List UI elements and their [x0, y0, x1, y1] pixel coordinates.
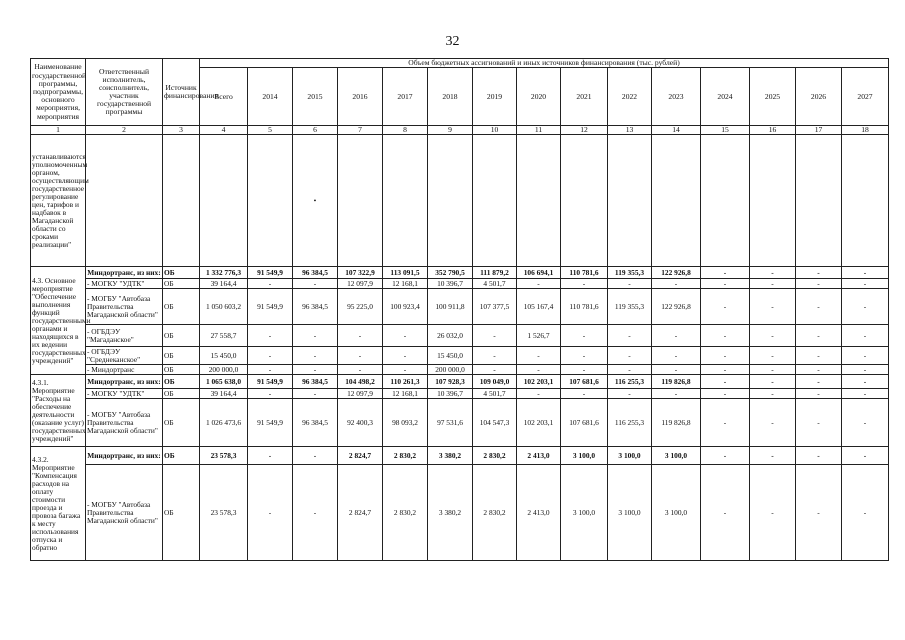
value-cell: 98 093,2: [383, 399, 428, 447]
table-row: [31, 447, 889, 465]
value-cell: -: [248, 447, 293, 465]
budget-table: Наименование государственной программы, подпрограммы, основного мероприятия, мероприятия Ответственный исполнитель, соисполнитель, участник государственной программы Источник финансирования Объем бюджетных ассигнований и иных источников финансирования (тыс. рублей) Всего 2014 2015 2016 2017 2018 2019 2020 2021 2022 2023 2024 2025 2026 2027 1 2 3 4 5 6 7 8 9 10 11 12 13 14 15 16 17 18 устанавливаются уполномоченным органом, осуществляющим государственное регулирование цен, тарифов и надбавок в Магаданской области со сроками реализации" • 4.3. Основное мероприятие "Обеспечение выполнения функций государственными органами и находящихся в их ведении государственных учреждений" Миндортранс, из них: ОБ 1 332 776,3 91 549,9 96 384,5 107 322,9 113 091,5 352 790,5 111 879,2 106 694,1 110 781,6 119 355,3 122 926,8 - - - - - МОГКУ "УДТК" ОБ 39 164,4 - - 12 097,9 12 168,1 10 396,7 4 501,7 - - - - - - - - - МОГБУ "Автобаза Правительства Магаданской области" ОБ 1 050 603,2 91 549,9 96 384,5 95 225,0 100 923,4 100 911,8 107 377,5 105 167,4 110 781,6 119 355,3 122 926,8 - - - - - ОГБДЭУ "Магаданское" ОБ 27 558,7 - - - - 26 032,0 - 1 526,7 - - - - - - - - ОГБДЭУ "Среднеканское" ОБ 15 450,0 - - - - 15 450,0 - - - - - - - - - - Миндортранс ОБ 200 000,0 - - - - 200 000,0 - - - - - - - - - 4.3.1. Мероприятие "Расходы на обеспечение деятельности (оказание услуг) государственных учреждений" Миндортранс, из них: ОБ 1 065 638,0 91 549,9 96 384,5 104 498,2 110 261,3 107 928,3 109 049,0 102 203,1 107 681,6 116 255,3 119 826,8 - - - - - МОГКУ "УДТК" ОБ 39 164,4 - - 12 097,9 12 168,1 10 396,7 4 501,7 - - - - - - - - - МОГБУ "Автобаза Правительства Магаданской области" ОБ 1 026 473,6 91 549,9 96 384,5 92 400,3 98 093,2 97 531,6 104 547,3 102 203,1 107 681,6 116 255,3 119 826,8 - - - - 4.3.2. Мероприятие "Компенсация расходов на оплату стоимости проезда и провоза багажа к месту использования отпуска и обратно Миндортранс, из них: ОБ 23 578,3 - - 2 824,7 2 830,2 3 380,2 2 830,2 2 413,0 3 100,0 3 100,0 3 100,0 - - - - - МОГБУ "Автобаза Правительства Магаданской области" ОБ 23 578,3 - - 2 824,7 2 830,2 3 380,2 2 830,2 2 413,0 3 100,0 3 100,0 3 100,0 - - - -: [30, 58, 889, 561]
value-cell: 122 926,8: [652, 267, 701, 279]
value-cell: -: [750, 279, 796, 289]
value-cell: -: [248, 325, 293, 347]
value-cell: 104 547,3: [473, 399, 517, 447]
total-cell: 15 450,0: [200, 347, 248, 365]
page-number: 32: [445, 34, 460, 49]
value-cell: -: [652, 325, 701, 347]
value-cell: -: [561, 365, 608, 375]
value-cell: 95 225,0: [338, 289, 383, 325]
value-cell: -: [517, 389, 561, 399]
column-number: 10: [473, 126, 517, 135]
value-cell: 15 450,0: [428, 347, 473, 365]
value-cell: 12 097,9: [338, 389, 383, 399]
value-cell: 3 100,0: [608, 465, 652, 561]
value-cell: -: [796, 279, 842, 289]
header-year: 2025: [750, 68, 796, 126]
header-year: 2020: [517, 68, 561, 126]
value-cell: -: [248, 279, 293, 289]
value-cell: -: [293, 325, 338, 347]
value-cell: 2 830,2: [473, 465, 517, 561]
value-cell: -: [561, 325, 608, 347]
header-year: 2014: [248, 68, 293, 126]
value-cell: -: [652, 347, 701, 365]
value-cell: 2 413,0: [517, 447, 561, 465]
source-cell: ОБ: [163, 465, 200, 561]
value-cell: -: [842, 399, 889, 447]
value-cell: 352 790,5: [428, 267, 473, 279]
source-cell: ОБ: [163, 375, 200, 389]
value-cell: -: [796, 465, 842, 561]
value-cell: 107 681,6: [561, 399, 608, 447]
value-cell: -: [701, 267, 750, 279]
value-cell: -: [293, 279, 338, 289]
value-cell: -: [248, 389, 293, 399]
header-year: 2021: [561, 68, 608, 126]
column-number: 4: [200, 126, 248, 135]
value-cell: 91 549,9: [248, 267, 293, 279]
value-cell: -: [796, 325, 842, 347]
header-year: 2018: [428, 68, 473, 126]
value-cell: -: [842, 447, 889, 465]
value-cell: -: [248, 465, 293, 561]
value-cell: -: [842, 347, 889, 365]
value-cell: -: [517, 279, 561, 289]
total-cell: 1 332 776,3: [200, 267, 248, 279]
value-cell: 3 100,0: [561, 465, 608, 561]
measure-name: 4.3.2. Мероприятие "Компенсация расходов на оплату стоимости проезда и провоза багажа к месту использования отпуска и обратно: [31, 447, 86, 561]
source-cell: ОБ: [163, 365, 200, 375]
value-cell: -: [842, 375, 889, 389]
value-cell: -: [652, 365, 701, 375]
value-cell: 107 681,6: [561, 375, 608, 389]
value-cell: 119 355,3: [608, 267, 652, 279]
value-cell: -: [248, 347, 293, 365]
column-number: 6: [293, 126, 338, 135]
value-cell: -: [842, 289, 889, 325]
column-number: 13: [608, 126, 652, 135]
value-cell: -: [796, 347, 842, 365]
value-cell: -: [338, 325, 383, 347]
value-cell: -: [796, 289, 842, 325]
value-cell: -: [750, 465, 796, 561]
value-cell: 2 830,2: [383, 465, 428, 561]
value-cell: -: [293, 347, 338, 365]
value-cell: 4 501,7: [473, 389, 517, 399]
value-cell: -: [561, 389, 608, 399]
value-cell: -: [750, 365, 796, 375]
value-cell: 12 097,9: [338, 279, 383, 289]
source-cell: ОБ: [163, 347, 200, 365]
value-cell: 96 384,5: [293, 375, 338, 389]
total-cell: 1 050 603,2: [200, 289, 248, 325]
value-cell: -: [842, 465, 889, 561]
value-cell: 91 549,9: [248, 375, 293, 389]
measure-name: 4.3.1. Мероприятие "Расходы на обеспечение деятельности (оказание услуг) государственных учреждений": [31, 375, 86, 447]
value-cell: 3 380,2: [428, 465, 473, 561]
header-year: 2017: [383, 68, 428, 126]
value-cell: -: [517, 347, 561, 365]
executor-cell: Миндортранс, из них:: [86, 375, 163, 389]
value-cell: -: [796, 389, 842, 399]
value-cell: -: [608, 347, 652, 365]
value-cell: 10 396,7: [428, 279, 473, 289]
value-cell: -: [608, 279, 652, 289]
value-cell: -: [608, 365, 652, 375]
column-number: 15: [701, 126, 750, 135]
value-cell: -: [383, 365, 428, 375]
value-cell: 1 526,7: [517, 325, 561, 347]
table-row: [31, 399, 889, 447]
column-number: 16: [750, 126, 796, 135]
value-cell: -: [473, 365, 517, 375]
total-cell: 39 164,4: [200, 389, 248, 399]
value-cell: -: [701, 365, 750, 375]
value-cell: -: [561, 347, 608, 365]
value-cell: -: [796, 447, 842, 465]
value-cell: -: [293, 465, 338, 561]
column-number: 18: [842, 126, 889, 135]
value-cell: -: [701, 399, 750, 447]
value-cell: 91 549,9: [248, 289, 293, 325]
value-cell: -: [701, 389, 750, 399]
value-cell: -: [701, 325, 750, 347]
value-cell: 107 377,5: [473, 289, 517, 325]
table-row: [31, 347, 889, 365]
executor-cell: - МОГБУ "Автобаза Правительства Магаданской области": [86, 399, 163, 447]
value-cell: 200 000,0: [428, 365, 473, 375]
value-cell: -: [383, 325, 428, 347]
value-cell: -: [750, 347, 796, 365]
value-cell: -: [750, 389, 796, 399]
source-cell: ОБ: [163, 279, 200, 289]
header-name: Наименование государственной программы, подпрограммы, основного мероприятия, мероприятия: [31, 59, 86, 126]
value-cell: -: [701, 347, 750, 365]
executor-cell: Миндортранс, из них:: [87, 267, 161, 277]
source-cell: ОБ: [163, 289, 200, 325]
value-cell: -: [608, 325, 652, 347]
value-cell: -: [796, 267, 842, 279]
value-cell: 100 911,8: [428, 289, 473, 325]
value-cell: 4 501,7: [473, 279, 517, 289]
value-cell: 2 830,2: [473, 447, 517, 465]
value-cell: 110 781,6: [561, 267, 608, 279]
table-row: [31, 289, 889, 325]
value-cell: 2 824,7: [338, 465, 383, 561]
value-cell: -: [652, 279, 701, 289]
header-year: 2023: [652, 68, 701, 126]
value-cell: -: [701, 465, 750, 561]
source-cell: ОБ: [163, 447, 200, 465]
value-cell: 119 826,8: [652, 399, 701, 447]
value-cell: 107 928,3: [428, 375, 473, 389]
column-number: 5: [248, 126, 293, 135]
value-cell: -: [701, 279, 750, 289]
value-cell: -: [293, 389, 338, 399]
value-cell: -: [517, 365, 561, 375]
value-cell: 10 396,7: [428, 389, 473, 399]
value-cell: -: [842, 389, 889, 399]
executor-cell: - МОГБУ "Автобаза Правительства Магаданской области": [86, 465, 163, 561]
value-cell: 96 384,5: [293, 267, 338, 279]
value-cell: -: [750, 325, 796, 347]
header-year: 2024: [701, 68, 750, 126]
source-cell: ОБ: [163, 389, 200, 399]
table-row: [31, 465, 889, 561]
value-cell: -: [842, 325, 889, 347]
source-cell: ОБ: [163, 399, 200, 447]
executor-cell: - Миндортранс: [86, 365, 163, 375]
total-cell: 23 578,3: [200, 465, 248, 561]
executor-cell: - МОГКУ "УДТК": [86, 279, 163, 289]
value-cell: 3 380,2: [428, 447, 473, 465]
value-cell: -: [293, 365, 338, 375]
header-year: 2015: [293, 68, 338, 126]
header-year: 2022: [608, 68, 652, 126]
column-number: 8: [383, 126, 428, 135]
value-cell: -: [750, 399, 796, 447]
value-cell: -: [561, 279, 608, 289]
value-cell: 104 498,2: [338, 375, 383, 389]
value-cell: -: [750, 289, 796, 325]
value-cell: -: [796, 399, 842, 447]
executor-cell: - ОГБДЭУ "Среднеканское": [86, 347, 163, 365]
column-number: 14: [652, 126, 701, 135]
total-cell: 1 026 473,6: [200, 399, 248, 447]
value-cell: 102 203,1: [517, 375, 561, 389]
value-cell: 119 355,3: [608, 289, 652, 325]
value-cell: 105 167,4: [517, 289, 561, 325]
executor-cell: - МОГКУ "УДТК": [86, 389, 163, 399]
value-cell: -: [796, 375, 842, 389]
value-cell: 26 032,0: [428, 325, 473, 347]
value-cell: -: [701, 289, 750, 325]
value-cell: 119 826,8: [652, 375, 701, 389]
table-row: [31, 267, 889, 279]
column-number: 11: [517, 126, 561, 135]
header-volume-group: Объем бюджетных ассигнований и иных источников финансирования (тыс. рублей): [200, 59, 889, 68]
value-cell: -: [842, 279, 889, 289]
value-cell: -: [750, 447, 796, 465]
value-cell: -: [608, 389, 652, 399]
value-cell: 2 830,2: [383, 447, 428, 465]
value-cell: 91 549,9: [248, 399, 293, 447]
value-cell: -: [842, 365, 889, 375]
value-cell: -: [652, 389, 701, 399]
continuation-name: устанавливаются уполномоченным органом, осуществляющим государственное регулирование цен, тарифов и надбавок в Магаданской области со сроками реализации": [31, 135, 86, 267]
value-cell: 3 100,0: [608, 447, 652, 465]
executor-cell: Миндортранс, из них:: [86, 447, 163, 465]
value-cell: 107 322,9: [338, 267, 383, 279]
header-executor: Ответственный исполнитель, соисполнитель, участник государственной программы: [86, 59, 163, 126]
table-row: [31, 279, 889, 289]
total-cell: 27 558,7: [200, 325, 248, 347]
value-cell: -: [842, 267, 889, 279]
value-cell: 116 255,3: [608, 399, 652, 447]
header-year: 2016: [338, 68, 383, 126]
value-cell: -: [750, 267, 796, 279]
value-cell: -: [473, 325, 517, 347]
value-cell: 96 384,5: [293, 289, 338, 325]
value-cell: -: [383, 347, 428, 365]
column-number: 3: [163, 126, 200, 135]
value-cell: 113 091,5: [383, 267, 428, 279]
value-cell: -: [338, 347, 383, 365]
value-cell: 3 100,0: [652, 465, 701, 561]
executor-cell: - ОГБДЭУ "Магаданское": [86, 325, 163, 347]
value-cell: 110 781,6: [561, 289, 608, 325]
table-row: [31, 325, 889, 347]
source-cell: ОБ: [163, 325, 200, 347]
value-cell: 100 923,4: [383, 289, 428, 325]
column-number: 17: [796, 126, 842, 135]
total-cell: 1 065 638,0: [200, 375, 248, 389]
column-number: 9: [428, 126, 473, 135]
header-source: Источник финансирования: [163, 59, 200, 126]
total-cell: 23 578,3: [200, 447, 248, 465]
table-row: [31, 375, 889, 389]
value-cell: 110 261,3: [383, 375, 428, 389]
value-cell: -: [293, 447, 338, 465]
value-cell: 97 531,6: [428, 399, 473, 447]
header-total: Всего: [200, 68, 248, 126]
column-number: 12: [561, 126, 608, 135]
source-cell: ОБ: [163, 267, 200, 279]
value-cell: 106 694,1: [517, 267, 561, 279]
value-cell: 92 400,3: [338, 399, 383, 447]
value-cell: -: [701, 375, 750, 389]
value-cell: -: [473, 347, 517, 365]
value-cell: -: [338, 365, 383, 375]
table-row: [31, 365, 889, 375]
column-number: 1: [31, 126, 86, 135]
header-year: 2026: [796, 68, 842, 126]
column-number: 2: [86, 126, 163, 135]
header-year: 2019: [473, 68, 517, 126]
value-cell: 122 926,8: [652, 289, 701, 325]
header-year: 2027: [842, 68, 889, 126]
total-cell: 200 000,0: [200, 365, 248, 375]
measure-name: 4.3. Основное мероприятие "Обеспечение выполнения функций государственными органами и находящихся в их ведении государственных учреждений": [31, 267, 86, 375]
value-cell: 2 824,7: [338, 447, 383, 465]
value-cell: 2 413,0: [517, 465, 561, 561]
value-cell: 102 203,1: [517, 399, 561, 447]
value-cell: 3 100,0: [561, 447, 608, 465]
value-cell: 116 255,3: [608, 375, 652, 389]
table-row: [31, 389, 889, 399]
value-cell: 111 879,2: [473, 267, 517, 279]
executor-cell: - МОГБУ "Автобаза Правительства Магаданской области": [86, 289, 163, 325]
value-cell: -: [701, 447, 750, 465]
value-cell: 12 168,1: [383, 279, 428, 289]
value-cell: 96 384,5: [293, 399, 338, 447]
total-cell: 39 164,4: [200, 279, 248, 289]
value-cell: 12 168,1: [383, 389, 428, 399]
value-cell: -: [248, 365, 293, 375]
value-cell: 109 049,0: [473, 375, 517, 389]
value-cell: -: [796, 365, 842, 375]
value-cell: -: [750, 375, 796, 389]
value-cell: 3 100,0: [652, 447, 701, 465]
column-number: 7: [338, 126, 383, 135]
